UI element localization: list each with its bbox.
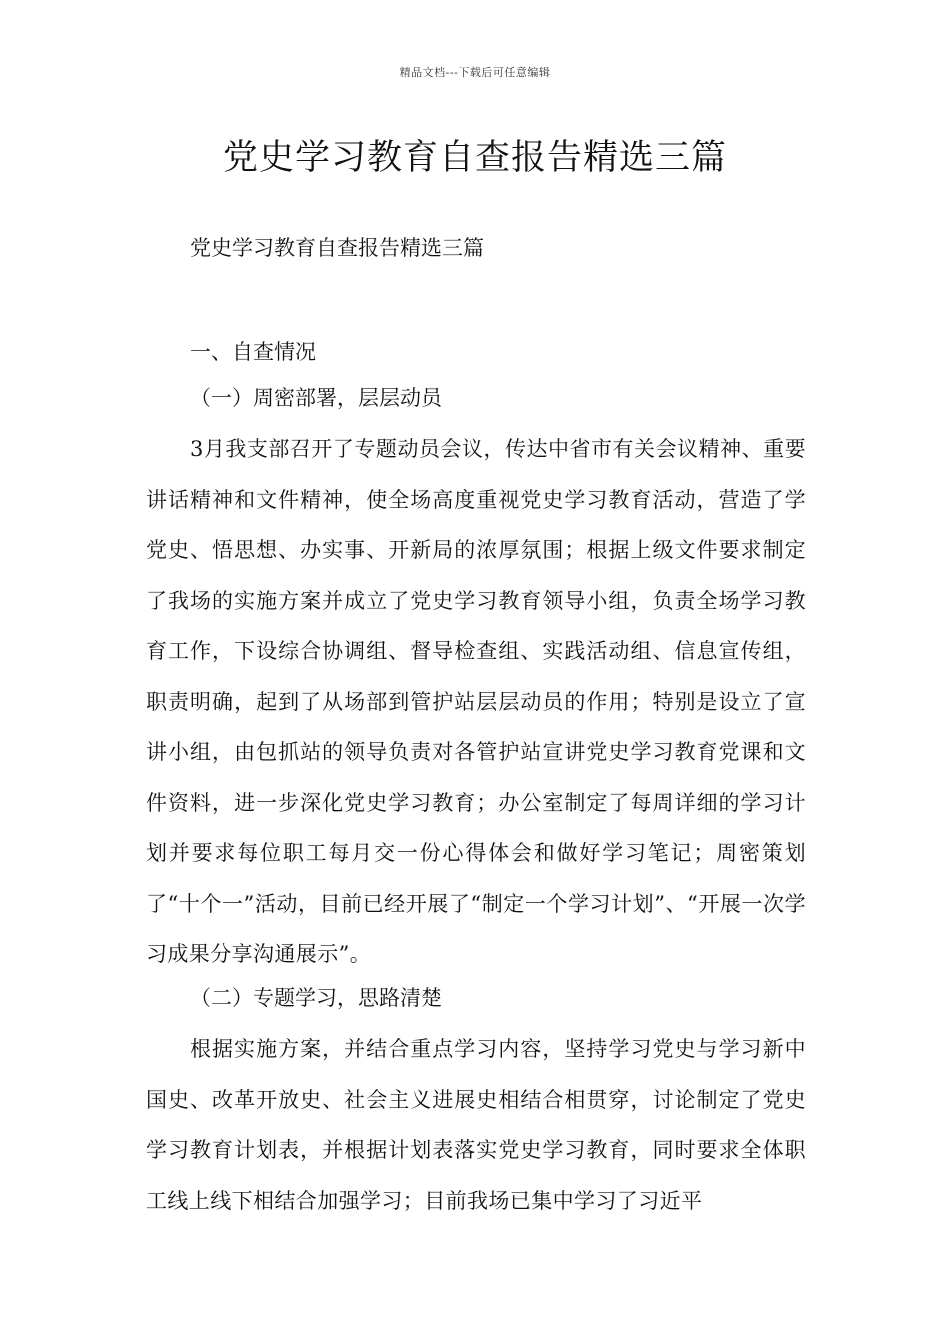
subsection-heading-1: （一）周密部署，层层动员 (190, 386, 442, 410)
section-heading: 一、自查情况 (190, 340, 316, 364)
document-title: 党史学习教育自查报告精选三篇 (222, 138, 727, 178)
paragraph-2: 根据实施方案，并结合重点学习内容，坚持学习党史与学习新中国史、改革开放史、社会主义进展史相结合相贯穿，讨论制定了党史学习教育计划表，并根据计划表落实党史学习教育，同时要求全体职工线上线下相结合加强学习；目前我场已集中学习了习近平 (146, 1037, 806, 1213)
header-note: 精品文档---下载后可任意编辑 (399, 66, 551, 79)
subsection-heading-2: （二）专题学习，思路清楚 (190, 986, 442, 1010)
document-subtitle: 党史学习教育自查报告精选三篇 (190, 236, 484, 260)
paragraph-1: 3月我支部召开了专题动员会议，传达中省市有关会议精神、重要讲话精神和文件精神，使全场高度重视党史学习教育活动，营造了学党史、悟思想、办实事、开新局的浓厚氛围；根据上级文件要求制定了我场的实施方案并成立了党史学习教育领导小组，负责全场学习教育工作，下设综合协调组、督导检查组、实践活动组、信息宣传组，职责明确，起到了从场部到管护站层层动员的作用；特别是设立了宣讲小组，由包抓站的领导负责对各管护站宣讲党史学习教育党课和文件资料，进一步深化党史学习教育；办公室制定了每周详细的学习计划并要求每位职工每月交一份心得体会和做好学习笔记；周密策划了“十个一”活动，目前已经开展了“制定一个学习计划”、“开展一次学习成果分享沟通展示”。 (146, 437, 806, 966)
